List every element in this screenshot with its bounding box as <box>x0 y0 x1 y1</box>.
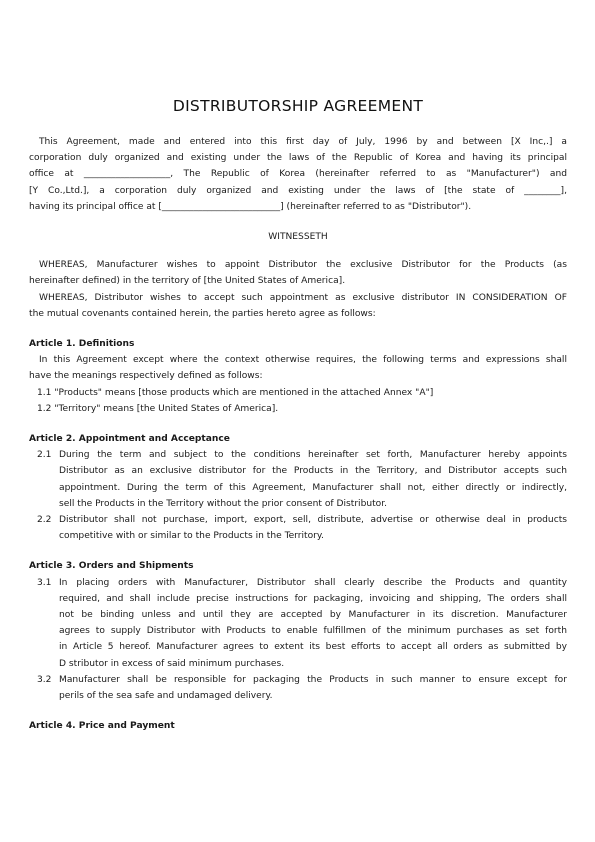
witnesseth-heading: WITNESSETH <box>268 232 328 243</box>
whereas-line: WHEREAS, Manufacturer wishes to appoint Distributor the exclusive Distributor for the Products (as <box>39 260 567 271</box>
article-1-line: have the meanings respectively defined as follows: <box>29 371 263 382</box>
clause-line: Manufacturer shall be responsible for packaging the Products in such manner to ensure except for <box>59 674 567 685</box>
clause-3-2 <box>29 672 567 704</box>
article-2-heading: Article 2. Appointment and Acceptance <box>29 434 230 445</box>
intro-line: having its principal office at [__________________________] (hereinafter referred to as "Distributor"). <box>29 201 472 212</box>
whereas-line: hereinafter defined) in the territory of [the United States of America]. <box>29 276 346 287</box>
article-1-line: In this Agreement except where the context otherwise requires, the following terms and expressions shall <box>39 355 567 366</box>
clause-number: 2.1 <box>37 450 52 461</box>
article-1-item: 1.1 "Products" means [those products which are mentioned in the attached Annex "A"] <box>37 387 434 398</box>
article-4-heading: Article 4. Price and Payment <box>29 721 175 732</box>
clause-line: D stributor in excess of said minimum purchases. <box>59 658 285 669</box>
intro-line: [Y Co.,Ltd.], a corporation duly organized and existing under the laws of [the state of ________], <box>29 185 567 196</box>
clause-number: 3.2 <box>37 674 52 685</box>
intro-line: This Agreement, made and entered into this first day of July, 1996 by and between [X Inc,.] a <box>39 137 567 147</box>
clause-line: perils of the sea safe and undamaged delivery. <box>59 691 273 702</box>
clause-line: sell the Products in the Territory without the prior consent of Distributor. <box>59 498 388 509</box>
whereas-line: WHEREAS, Distributor wishes to accept such appointment as exclusive distributor IN CONSIDERATION OF <box>39 292 567 303</box>
article-1-body <box>29 352 567 384</box>
intro-line: office at ___________________, The Republic of Korea (hereinafter referred to as "Manufacturer") and <box>29 169 567 180</box>
intro-line: corporation duly organized and existing under the laws of the Republic of Korea and having its principal <box>29 153 567 164</box>
intro-paragraph <box>29 134 567 215</box>
clause-2-2 <box>29 512 567 544</box>
clause-3-1 <box>29 575 567 672</box>
clause-line: required, and shall include precise instructions for packaging, invoicing and shipping, The orders shall <box>59 593 567 604</box>
clause-line: agrees to supply Distributor with Products to enable fulfillmen of the minimum purchases as set forth <box>59 626 567 637</box>
clause-line: competitive with or similar to the Products in the Territory. <box>59 531 324 542</box>
document-title: DISTRIBUTORSHIP AGREEMENT <box>172 97 424 115</box>
clause-line: Distributor shall not purchase, import, export, sell, distribute, advertise or otherwise deal in products <box>59 515 567 526</box>
whereas-line: the mutual covenants contained herein, the parties hereto agree as follows: <box>29 308 376 319</box>
clause-line: In placing orders with Manufacturer, Distributor shall clearly describe the Products and quantity <box>59 577 567 588</box>
article-1-item: 1.2 "Territory" means [the United States of America]. <box>37 403 279 414</box>
clause-line: During the term and subject to the conditions hereinafter set forth, Manufacturer hereby appoints <box>59 450 567 461</box>
clause-number: 3.1 <box>37 577 52 588</box>
clause-2-1 <box>29 447 567 512</box>
whereas-paragraph-2 <box>29 290 567 322</box>
article-1-heading: Article 1. Definitions <box>29 339 135 350</box>
clause-number: 2.2 <box>37 515 52 526</box>
clause-line: Distributor as an exclusive distributor for the Products in the Territory, and Distributor accepts such <box>59 466 567 477</box>
whereas-paragraph-1 <box>29 257 567 289</box>
clause-line: appointment. During the term of this Agreement, Manufacturer shall not, either directly or indirectly, <box>59 482 567 493</box>
clause-line: in Article 5 hereof. Manufacturer agrees to extent its best efforts to accept all orders as submitted by <box>59 642 567 653</box>
article-3-heading: Article 3. Orders and Shipments <box>29 561 194 572</box>
clause-line: not be binding unless and until they are accepted by Manufacturer in its discretion. Manufacturer <box>59 610 567 621</box>
